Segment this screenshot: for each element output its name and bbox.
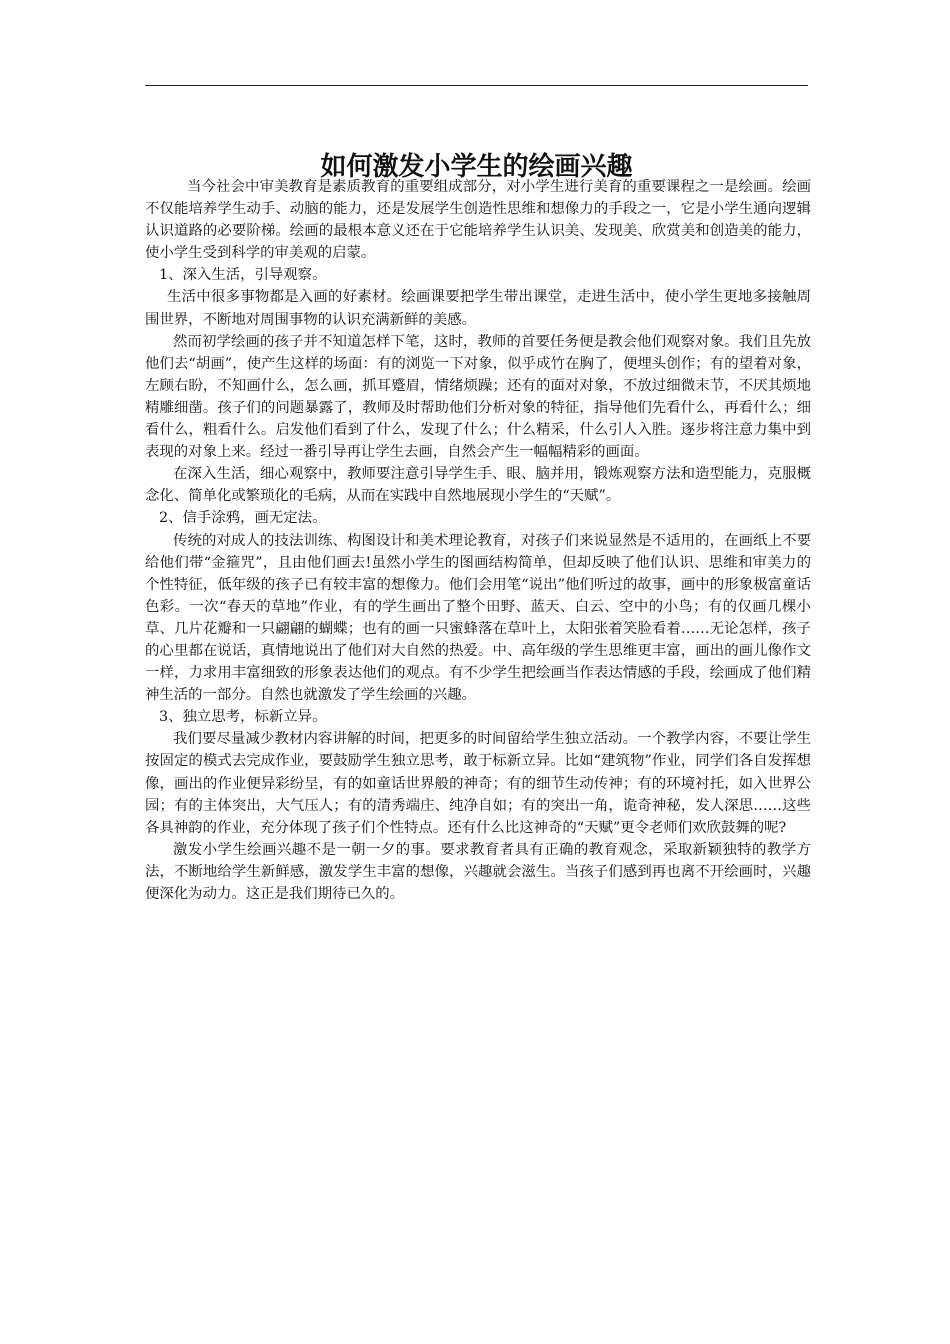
document-body <box>145 176 811 905</box>
paragraph: 我们要尽量减少教材内容讲解的时间，把更多的时间留给学生独立活动。一个教学内容，不要让学生按固定的模式去完成作业，要鼓励学生独立思考，敢于标新立异。比如“建筑物”作业，同学们各自发挥想像，画出的作业便异彩纷呈，有的如童话世界般的神奇；有的细节生动传神；有的环境衬托，如入世界公园；有的主体突出，大气压人；有的清秀端庄、纯净自如；有的突出一角，诡奇神秘，发人深思……这些各具神韵的作业，充分体现了孩子们个性特点。还有什么比这神奇的“天赋”更令老师们欢欣鼓舞的呢? <box>145 731 811 836</box>
document-title: 如何激发小学生的绘画兴趣 <box>320 152 633 183</box>
closing-paragraph: 激发小学生绘画兴趣不是一朝一夕的事。要求教育者具有正确的教育观念，采取新颖独特的教学方法，不断地给学生新鲜感，激发学生丰富的想像，兴趣就会滋生。当孩子们感到再也离不开绘画时，兴趣便深化为动力。这正是我们期待已久的。 <box>145 841 811 902</box>
section-heading-2: 2、信手涂鸦，画无定法。 <box>159 510 327 527</box>
paragraph: 在深入生活，细心观察中，教师要注意引导学生手、眼、脑并用，锻炼观察方法和造型能力，克服概念化、简单化或繁琐化的毛病，从而在实践中自然地展现小学生的“天赋”。 <box>145 466 811 505</box>
paragraph: 传统的对成人的技法训练、构图设计和美术理论教育，对孩子们来说显然是不适用的，在画纸上不要给他们带“金箍咒”，且由他们画去!虽然小学生的图画结构简单，但却反映了他们认识、思维和审美力的个性特征，低年级的孩子已有较丰富的想像力。他们会用笔“说出”他们听过的故事，画中的形象极富童话色彩。一次“春天的草地”作业，有的学生画出了整个田野、蓝天、白云、空中的小鸟；有的仅画几棵小草、几片花瓣和一只翩翩的蝴蝶；也有的画一只蜜蜂落在草叶上，太阳张着笑脸看着……无论怎样，孩子的心里都在说话，真情地说出了他们对大自然的热爱。中、高年级的学生思维更丰富，画出的画儿像作文一样，力求用丰富细致的形象表达他们的观点。有不少学生把绘画当作表达情感的手段，绘画成了他们精神生活的一部分。自然也就激发了学生绘画的兴趣。 <box>145 532 811 704</box>
intro-paragraph: 当今社会中审美教育是素质教育的重要组成部分，对小学生进行美育的重要课程之一是绘画。绘画不仅能培养学生动手、动脑的能力，还是发展学生创造性思维和想像力的手段之一，它是小学生通向逻辑认识道路的必要阶梯。绘画的最根本意义还在于它能培养学生认识美、发现美、欣赏美和创造美的能力，使小学生受到科学的审美观的启蒙。 <box>145 179 811 262</box>
paragraph: 生活中很多事物都是入画的好素材。绘画课要把学生带出课堂，走进生活中，使小学生更地多接触周围世界，不断地对周围事物的认识充满新鲜的美感。 <box>145 289 811 328</box>
paragraph: 然而初学绘画的孩子并不知道怎样下笔，这时，教师的首要任务便是教会他们观察对象。我们且先放他们去“胡画”，使产生这样的场面：有的浏览一下对象，似乎成竹在胸了，便埋头创作；有的望着对象，左顾右盼，不知画什么，怎么画，抓耳蹙眉，情绪烦躁；还有的面对对象，不放过细微末节，不厌其烦地精雕细凿。孩子们的问题暴露了，教师及时帮助他们分析对象的特征，指导他们先看什么，再看什么；细看什么，粗看什么。启发他们看到了什么，发现了什么；什么精采，什么引人入胜。逐步将注意力集中到表现的对象上来。经过一番引导再让学生去画，自然会产生一幅幅精彩的画面。 <box>145 333 811 461</box>
header-rule <box>145 85 808 86</box>
section-heading-1: 1、深入生活，引导观察。 <box>159 267 327 284</box>
section-heading-3: 3、独立思考，标新立异。 <box>159 709 327 726</box>
